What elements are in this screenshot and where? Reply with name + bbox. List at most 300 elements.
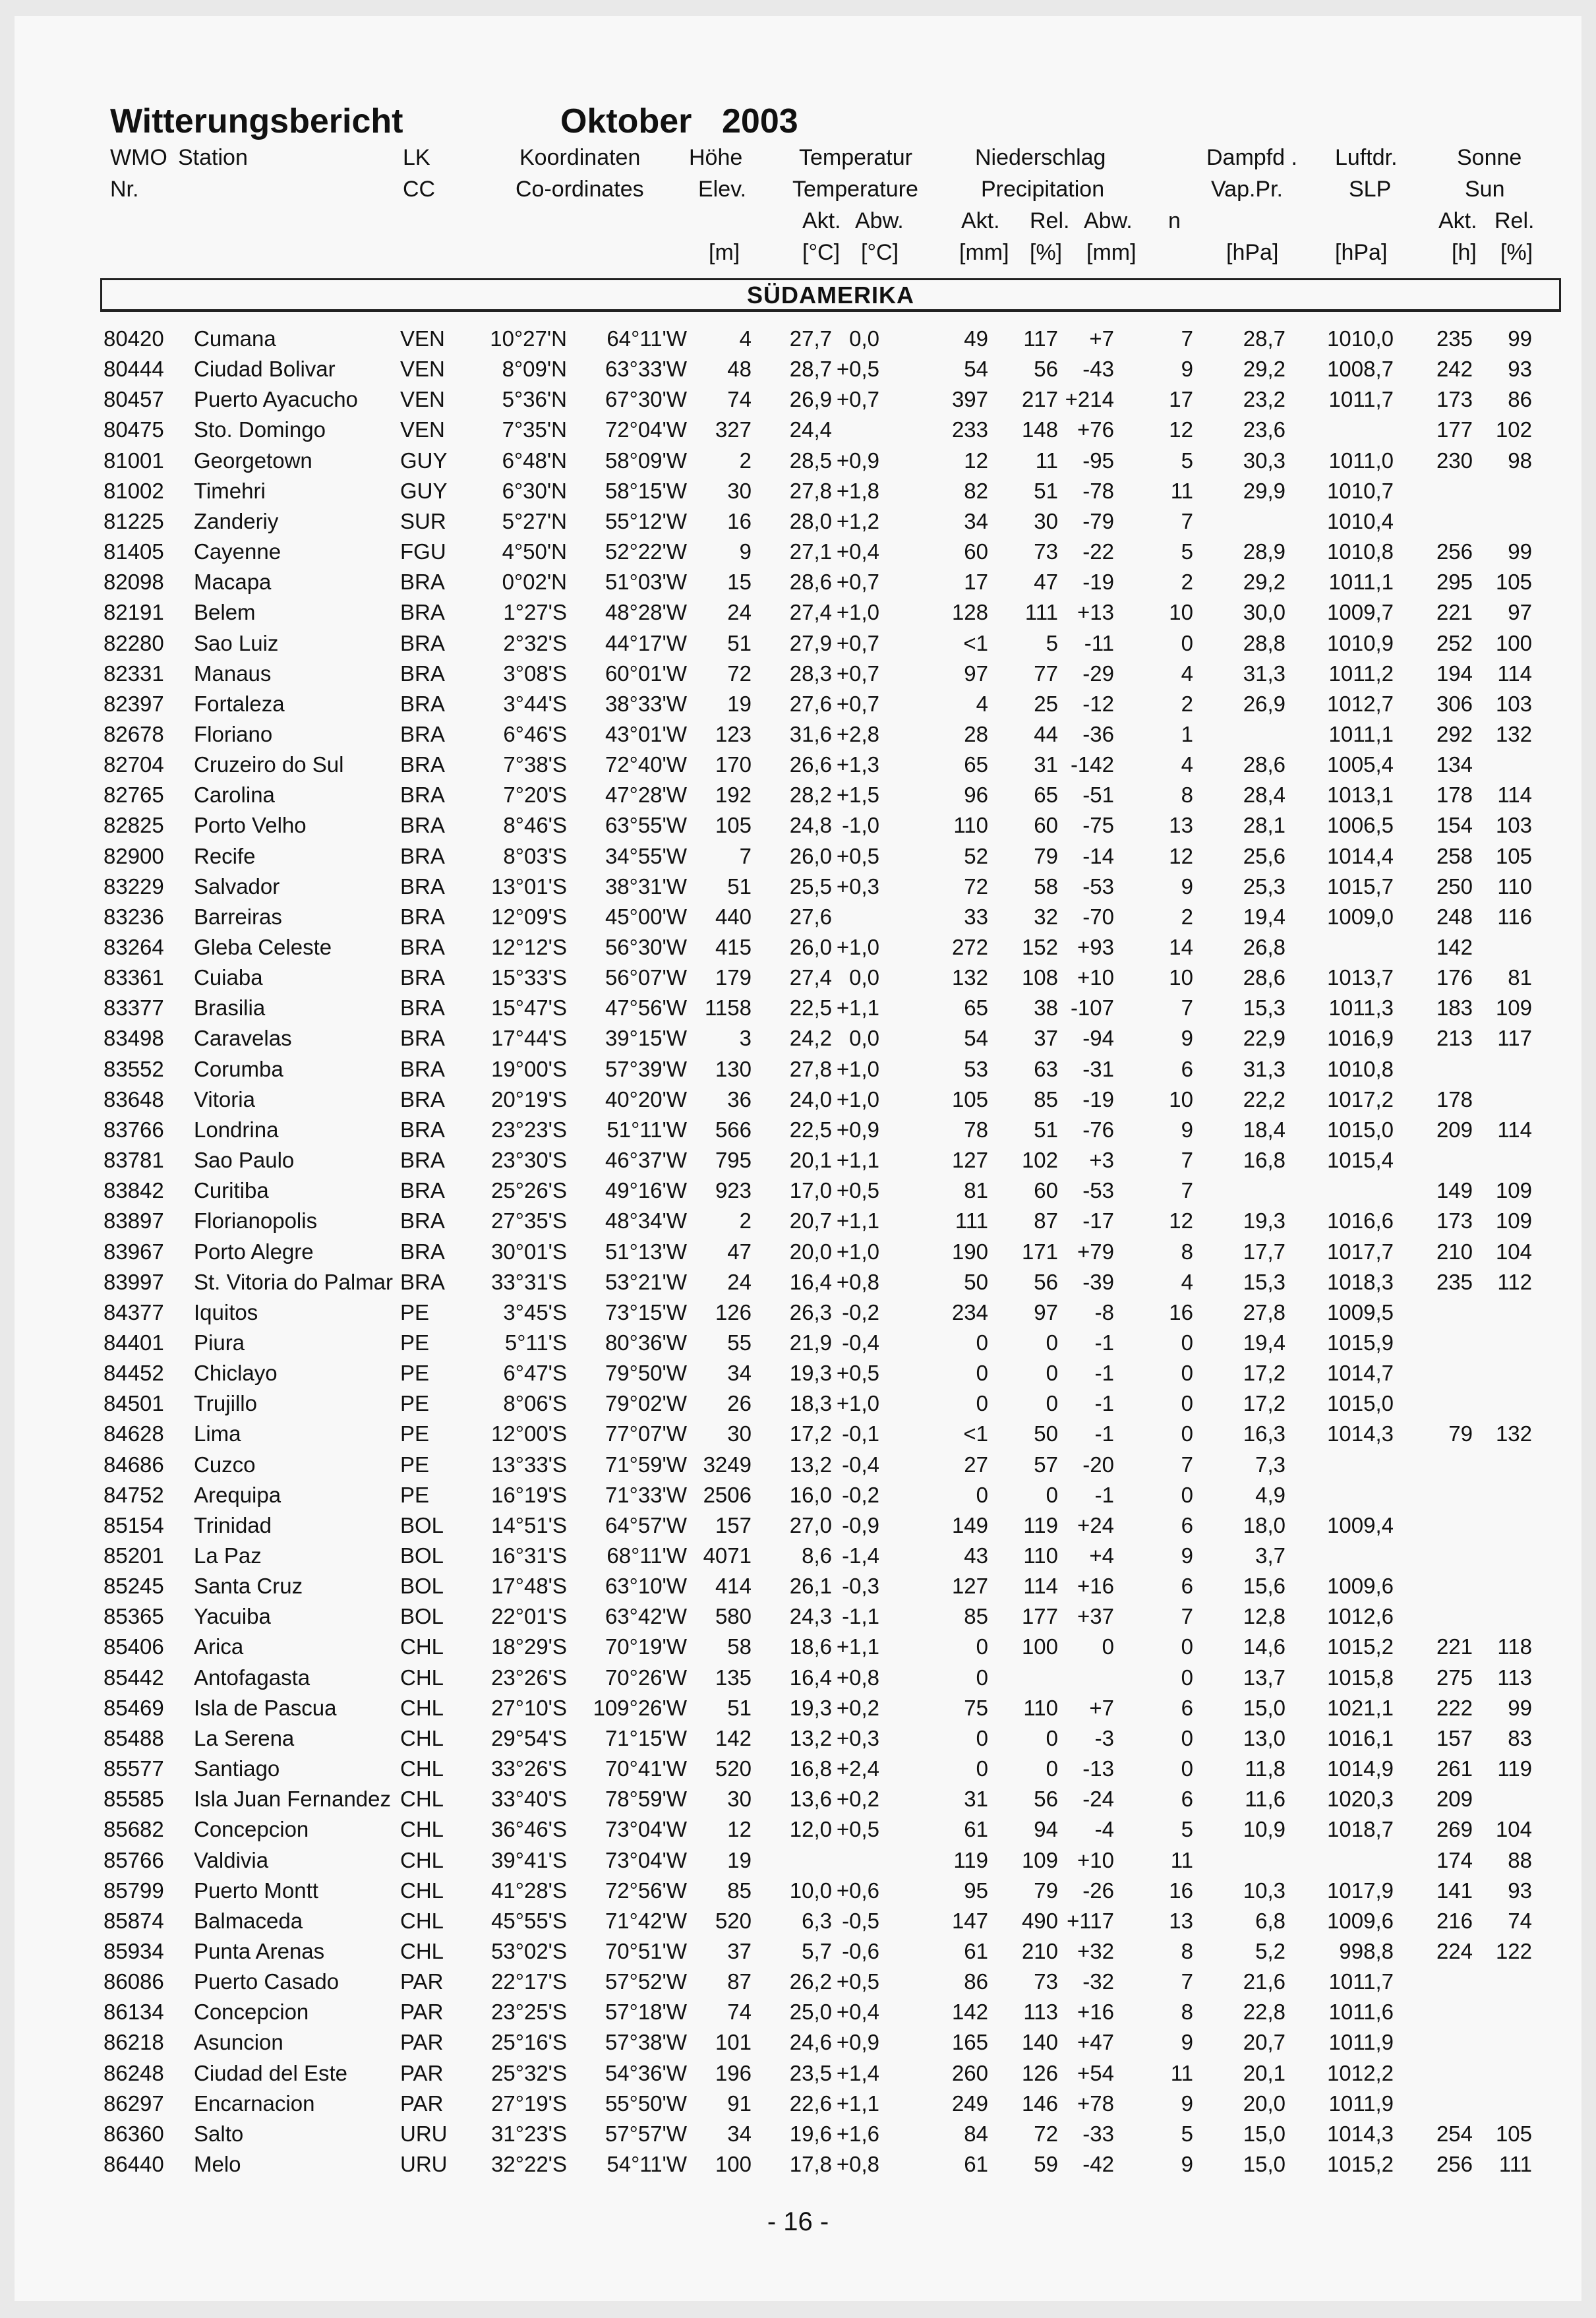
cell-prec-n: 11 [1170,2060,1193,2085]
cell-prec-akt: 233 [951,417,988,442]
cell-sun-rel: 112 [1497,1269,1532,1294]
cell-temp-abw: +1,1 [836,1208,879,1233]
cell-temp-akt: 10,0 [789,1878,832,1903]
table-row [15,993,1581,1023]
cell-longitude: 64°57'W [605,1512,687,1537]
section-header-box [100,278,1561,312]
cell-prec-akt: 0 [976,1482,988,1507]
cell-sun-akt: 256 [1436,539,1473,564]
cell-country-code: CHL [400,1756,444,1781]
cell-longitude: 40°20'W [605,1086,687,1112]
col-header-wmo: WMO [110,145,167,170]
cell-temp-akt: 19,3 [789,1361,832,1386]
cell-temp-abw: +1,5 [836,783,879,808]
cell-prec-akt: 249 [951,2091,988,2116]
cell-vapour-pressure: 4,9 [1255,1482,1286,1507]
col-header-temp-akt: Akt. [802,208,841,233]
cell-vapour-pressure: 27,8 [1243,1299,1286,1324]
cell-wmo-nr: 82765 [103,783,164,808]
cell-vapour-pressure: 19,3 [1243,1208,1286,1233]
table-row [15,1906,1581,1936]
cell-prec-n: 14 [1169,935,1193,959]
cell-sea-level-pressure: 1010,7 [1327,478,1394,503]
cell-elevation: 12 [727,1817,752,1842]
cell-elevation: 91 [727,2091,752,2116]
cell-sea-level-pressure: 1009,7 [1327,600,1394,625]
cell-sea-level-pressure: 1012,6 [1327,1604,1394,1629]
cell-prec-akt: 95 [964,1878,988,1903]
cell-wmo-nr: 81001 [103,448,164,473]
cell-wmo-nr: 84377 [103,1299,164,1324]
cell-wmo-nr: 86440 [103,2152,164,2176]
cell-sun-rel: 103 [1495,691,1532,716]
cell-prec-akt: 234 [951,1299,988,1324]
cell-temp-abw: -0,4 [842,1452,879,1477]
cell-wmo-nr: 82704 [103,752,164,777]
table-row [15,1510,1581,1541]
cell-station-name: Barreiras [194,904,282,929]
cell-prec-akt: 53 [964,1056,988,1081]
cell-latitude: 17°48'S [491,1574,567,1599]
cell-country-code: CHL [400,1817,444,1842]
cell-temp-abw: -1,1 [842,1604,879,1629]
table-row [15,1450,1581,1480]
cell-station-name: Caravelas [194,1026,292,1051]
cell-prec-abw: -13 [1082,1756,1114,1781]
cell-sun-akt: 178 [1436,1086,1473,1112]
cell-sun-rel: 111 [1498,2152,1532,2176]
cell-sun-rel: 116 [1497,904,1532,929]
cell-sun-rel: 99 [1508,539,1532,564]
cell-temp-abw: +1,2 [836,508,879,533]
cell-latitude: 25°16'S [491,2030,567,2055]
cell-longitude: 48°34'W [605,1208,687,1233]
cell-sun-akt: 292 [1436,721,1473,746]
cell-latitude: 39°41'S [491,1847,567,1872]
cell-latitude: 16°19'S [491,1482,567,1507]
cell-elevation: 15 [727,570,752,595]
cell-prec-abw: -39 [1082,1269,1114,1294]
cell-prec-n: 10 [1169,965,1193,990]
cell-station-name: Manaus [194,661,272,686]
cell-station-name: Cuiaba [194,965,263,990]
cell-sea-level-pressure: 1011,1 [1328,721,1394,746]
cell-latitude: 22°01'S [491,1604,567,1629]
cell-prec-abw: -43 [1082,357,1114,382]
cell-country-code: PE [400,1299,430,1324]
cell-latitude: 2°32'S [503,630,567,655]
cell-sun-akt: 261 [1436,1756,1473,1781]
table-row [15,780,1581,810]
cell-sun-rel: 113 [1497,1665,1532,1690]
cell-sun-akt: 174 [1436,1847,1473,1872]
cell-temp-abw: +0,5 [836,843,879,868]
cell-country-code: CHL [400,1634,444,1659]
cell-prec-akt: 142 [951,2000,988,2025]
cell-country-code: BRA [400,1269,445,1294]
cell-prec-akt: 147 [951,1908,988,1933]
cell-prec-rel: 111 [1024,600,1058,625]
cell-sun-rel: 74 [1508,1908,1532,1933]
cell-sun-akt: 242 [1436,357,1473,382]
cell-prec-abw: -107 [1070,996,1114,1021]
cell-latitude: 12°09'S [491,904,567,929]
cell-prec-rel: 37 [1034,1026,1058,1051]
cell-longitude: 57°18'W [605,2000,687,2025]
cell-sun-akt: 134 [1436,752,1473,777]
unit-sun-akt: [h] [1452,240,1477,265]
table-row [15,902,1581,932]
cell-longitude: 63°33'W [605,357,687,382]
cell-sea-level-pressure: 1014,7 [1327,1361,1394,1386]
cell-prec-akt: 50 [964,1269,988,1294]
cell-prec-abw: -78 [1082,478,1114,503]
cell-temp-akt: 27,8 [789,1056,832,1081]
cell-latitude: 30°01'S [491,1239,567,1264]
cell-sun-rel: 109 [1495,1208,1532,1233]
cell-station-name: Lima [194,1421,241,1446]
cell-prec-rel: 108 [1021,965,1058,990]
cell-sun-akt: 254 [1436,2121,1473,2146]
cell-temp-akt: 18,3 [789,1391,832,1416]
cell-temp-akt: 13,2 [789,1725,832,1750]
cell-prec-akt: 4 [976,691,988,716]
cell-sun-rel: 122 [1495,1938,1532,1963]
col-header-elev: Elev. [698,177,747,202]
cell-wmo-nr: 83648 [103,1086,164,1112]
cell-temp-abw: +1,8 [836,478,879,503]
cell-sun-rel: 98 [1508,448,1532,473]
cell-temp-akt: 27,7 [789,326,832,351]
cell-country-code: BRA [400,783,445,808]
cell-wmo-nr: 85934 [103,1938,164,1963]
cell-prec-akt: 86 [964,1969,988,1994]
cell-elevation: 36 [727,1086,752,1112]
cell-prec-n: 5 [1181,2121,1193,2146]
cell-sun-akt: 183 [1436,996,1473,1021]
cell-vapour-pressure: 15,0 [1243,2152,1286,2176]
cell-prec-akt: 72 [964,874,988,899]
cell-prec-rel: 60 [1034,1178,1058,1203]
cell-latitude: 6°48'N [502,448,567,473]
cell-vapour-pressure: 31,3 [1243,1056,1286,1081]
cell-temp-abw: +1,4 [836,2060,879,2085]
cell-longitude: 63°55'W [605,813,687,838]
cell-longitude: 39°15'W [605,1026,687,1051]
cell-temp-abw: +0,3 [836,1725,879,1750]
cell-temp-abw: +0,9 [836,2030,879,2055]
cell-temp-abw: +0,8 [836,1269,879,1294]
cell-country-code: BRA [400,843,445,868]
cell-vapour-pressure: 25,6 [1243,843,1286,868]
cell-temp-akt: 21,9 [789,1330,832,1355]
cell-sea-level-pressure: 1011,3 [1328,996,1394,1021]
cell-sun-rel: 86 [1508,387,1532,412]
cell-longitude: 58°09'W [605,448,687,473]
cell-prec-akt: 31 [964,1787,988,1812]
cell-prec-n: 16 [1169,1878,1193,1903]
cell-wmo-nr: 83361 [103,965,164,990]
cell-prec-abw: +78 [1077,2091,1114,2116]
cell-station-name: Porto Velho [194,813,307,838]
cell-elevation: 24 [727,600,752,625]
cell-prec-abw: +16 [1077,1574,1114,1599]
cell-station-name: Salvador [194,874,280,899]
cell-vapour-pressure: 28,1 [1243,813,1286,838]
cell-prec-rel: 44 [1034,721,1058,746]
cell-temp-akt: 16,4 [789,1269,832,1294]
cell-sun-rel: 132 [1495,1421,1532,1446]
cell-temp-abw: +0,7 [836,691,879,716]
cell-prec-rel: 100 [1021,1634,1058,1659]
cell-wmo-nr: 84452 [103,1361,164,1386]
cell-country-code: PAR [400,1969,444,1994]
cell-station-name: Concepcion [194,2000,309,2025]
unit-prec-rel: [%] [1030,240,1063,265]
cell-elevation: 192 [715,783,752,808]
cell-station-name: Brasilia [194,996,266,1021]
cell-country-code: PE [400,1482,430,1507]
cell-longitude: 55°12'W [605,508,687,533]
cell-sea-level-pressure: 1009,6 [1327,1574,1394,1599]
cell-temp-abw: -0,5 [842,1908,879,1933]
table-row [15,1632,1581,1662]
cell-prec-n: 6 [1181,1512,1193,1537]
cell-prec-n: 0 [1181,1482,1193,1507]
cell-sun-rel: 97 [1508,600,1532,625]
cell-longitude: 71°59'W [605,1452,687,1477]
cell-country-code: PE [400,1391,430,1416]
cell-wmo-nr: 85245 [103,1574,164,1599]
cell-wmo-nr: 82397 [103,691,164,716]
cell-sun-akt: 258 [1436,843,1473,868]
cell-longitude: 38°33'W [605,691,687,716]
cell-sun-rel: 114 [1497,661,1532,686]
cell-prec-akt: 43 [964,1543,988,1568]
cell-sun-akt: 269 [1436,1817,1473,1842]
cell-country-code: CHL [400,1787,444,1812]
cell-temp-akt: 26,6 [789,752,832,777]
cell-elevation: 179 [715,965,752,990]
cell-prec-rel: 79 [1034,1878,1058,1903]
table-row [15,567,1581,597]
cell-prec-n: 7 [1181,996,1193,1021]
cell-vapour-pressure: 18,0 [1243,1512,1286,1537]
col-header-dampfd: Dampfd . [1206,145,1297,170]
report-title: Witterungsbericht [110,102,403,140]
cell-sea-level-pressure: 1011,7 [1328,1969,1394,1994]
cell-temp-akt: 17,0 [789,1178,832,1203]
col-header-prec-akt: Akt. [961,208,1000,233]
cell-station-name: Santiago [194,1756,280,1781]
cell-wmo-nr: 86086 [103,1969,164,1994]
cell-longitude: 67°30'W [605,387,687,412]
cell-prec-n: 6 [1181,1056,1193,1081]
cell-prec-n: 0 [1181,1725,1193,1750]
cell-sun-akt: 142 [1436,935,1473,959]
cell-prec-n: 8 [1181,2000,1193,2025]
table-row [15,628,1581,659]
cell-temp-akt: 19,3 [789,1695,832,1720]
cell-temp-akt: 8,6 [802,1543,832,1568]
table-row [15,1997,1581,2027]
cell-station-name: Punta Arenas [194,1938,325,1963]
table-row [15,537,1581,567]
cell-prec-n: 6 [1181,1695,1193,1720]
cell-longitude: 79°50'W [605,1361,687,1386]
cell-station-name: Arica [194,1634,244,1659]
cell-sea-level-pressure: 1014,4 [1327,843,1394,868]
cell-prec-akt: 165 [951,2030,988,2055]
cell-prec-rel: 59 [1034,2152,1058,2176]
cell-longitude: 43°01'W [605,721,687,746]
cell-prec-akt: 61 [964,1817,988,1842]
table-row [15,384,1581,415]
cell-prec-abw: -32 [1082,1969,1114,1994]
cell-station-name: Arequipa [194,1482,281,1507]
cell-wmo-nr: 84752 [103,1482,164,1507]
cell-temp-abw: +1,1 [836,1148,879,1173]
cell-wmo-nr: 85469 [103,1695,164,1720]
table-row [15,1175,1581,1206]
cell-country-code: BRA [400,965,445,990]
cell-wmo-nr: 83264 [103,935,164,959]
cell-sea-level-pressure: 1017,9 [1327,1878,1394,1903]
table-row [15,446,1581,476]
cell-longitude: 63°10'W [605,1574,687,1599]
cell-temp-abw: -1,0 [842,813,879,838]
cell-station-name: Trinidad [194,1512,272,1537]
cell-longitude: 54°11'W [606,2152,687,2176]
cell-sea-level-pressure: 998,8 [1339,1938,1394,1963]
cell-wmo-nr: 85154 [103,1512,164,1537]
cell-prec-n: 9 [1181,357,1193,382]
cell-longitude: 53°21'W [605,1269,687,1294]
cell-country-code: BRA [400,1178,445,1203]
cell-country-code: BOL [400,1604,444,1629]
cell-sun-rel: 105 [1495,570,1532,595]
cell-sun-rel: 88 [1508,1847,1532,1872]
cell-latitude: 32°22'S [491,2152,567,2176]
cell-temp-akt: 31,6 [789,721,832,746]
cell-temp-abw: +0,6 [836,1878,879,1903]
cell-prec-n: 6 [1181,1787,1193,1812]
cell-prec-rel: 0 [1046,1756,1058,1781]
cell-prec-abw: -14 [1082,843,1114,868]
cell-vapour-pressure: 14,6 [1243,1634,1286,1659]
cell-sun-akt: 248 [1436,904,1473,929]
cell-temp-abw: +0,9 [836,448,879,473]
cell-temp-abw: +1,0 [836,1056,879,1081]
cell-wmo-nr: 81405 [103,539,164,564]
cell-latitude: 23°30'S [491,1148,567,1173]
cell-prec-abw: +7 [1089,326,1114,351]
report-month: Oktober [560,102,692,140]
cell-sea-level-pressure: 1011,9 [1328,2091,1394,2116]
cell-prec-rel: 0 [1046,1361,1058,1386]
cell-elevation: 74 [727,2000,752,2025]
cell-temp-abw: +0,7 [836,387,879,412]
cell-vapour-pressure: 29,2 [1243,357,1286,382]
cell-vapour-pressure: 12,8 [1243,1604,1286,1629]
cell-elevation: 58 [727,1634,752,1659]
cell-longitude: 57°38'W [605,2030,687,2055]
cell-vapour-pressure: 11,8 [1245,1756,1286,1781]
cell-latitude: 1°27'S [503,600,567,625]
cell-elevation: 3249 [703,1452,752,1477]
cell-vapour-pressure: 19,4 [1243,1330,1286,1355]
cell-longitude: 49°16'W [605,1178,687,1203]
cell-prec-n: 5 [1181,539,1193,564]
cell-vapour-pressure: 20,1 [1243,2060,1286,2085]
cell-country-code: CHL [400,1665,444,1690]
report-page [15,16,1581,2301]
cell-latitude: 23°23'S [491,1117,567,1142]
cell-vapour-pressure: 29,2 [1243,570,1286,595]
cell-prec-abw: -76 [1082,1117,1114,1142]
cell-sun-akt: 178 [1436,783,1473,808]
cell-wmo-nr: 81002 [103,478,164,503]
cell-sun-rel: 117 [1497,1026,1532,1051]
cell-prec-akt: 97 [964,661,988,686]
cell-prec-abw: -3 [1094,1725,1114,1750]
cell-country-code: BRA [400,630,445,655]
cell-wmo-nr: 82280 [103,630,164,655]
table-row [15,1297,1581,1328]
cell-latitude: 27°10'S [491,1695,567,1720]
cell-prec-abw: -75 [1082,813,1114,838]
cell-sea-level-pressure: 1015,0 [1327,1391,1394,1416]
cell-prec-akt: 0 [976,1330,988,1355]
cell-prec-n: 9 [1181,1543,1193,1568]
unit-luftdr: [hPa] [1335,240,1388,265]
cell-prec-rel: 73 [1034,539,1058,564]
cell-sun-akt: 173 [1436,1208,1473,1233]
cell-wmo-nr: 85488 [103,1725,164,1750]
cell-latitude: 31°23'S [491,2121,567,2146]
cell-prec-n: 0 [1181,1634,1193,1659]
cell-prec-abw: -19 [1082,570,1114,595]
cell-prec-akt: 0 [976,1634,988,1659]
cell-elevation: 2506 [703,1482,752,1507]
cell-longitude: 77°07'W [605,1421,687,1446]
cell-prec-akt: 110 [953,813,988,838]
cell-prec-akt: 61 [964,1938,988,1963]
cell-sun-rel: 99 [1508,1695,1532,1720]
cell-latitude: 29°54'S [491,1725,567,1750]
cell-prec-n: 0 [1181,1391,1193,1416]
cell-elevation: 37 [727,1938,752,1963]
cell-prec-abw: -79 [1082,508,1114,533]
cell-longitude: 73°04'W [605,1847,687,1872]
cell-sea-level-pressure: 1020,3 [1327,1787,1394,1812]
cell-latitude: 6°30'N [502,478,567,503]
cell-wmo-nr: 85577 [103,1756,164,1781]
col-header-sun: Sun [1465,177,1505,202]
cell-prec-abw: -26 [1082,1878,1114,1903]
cell-prec-abw: +4 [1089,1543,1114,1568]
cell-sea-level-pressure: 1005,4 [1327,752,1394,777]
cell-sun-rel: 104 [1495,1239,1532,1264]
cell-elevation: 74 [727,387,752,412]
cell-vapour-pressure: 17,2 [1243,1361,1286,1386]
cell-prec-abw: +47 [1077,2030,1114,2055]
table-row [15,354,1581,384]
cell-wmo-nr: 85201 [103,1543,164,1568]
cell-temp-abw: +1,0 [836,600,879,625]
cell-vapour-pressure: 30,0 [1243,600,1286,625]
cell-prec-rel: 110 [1023,1695,1058,1720]
